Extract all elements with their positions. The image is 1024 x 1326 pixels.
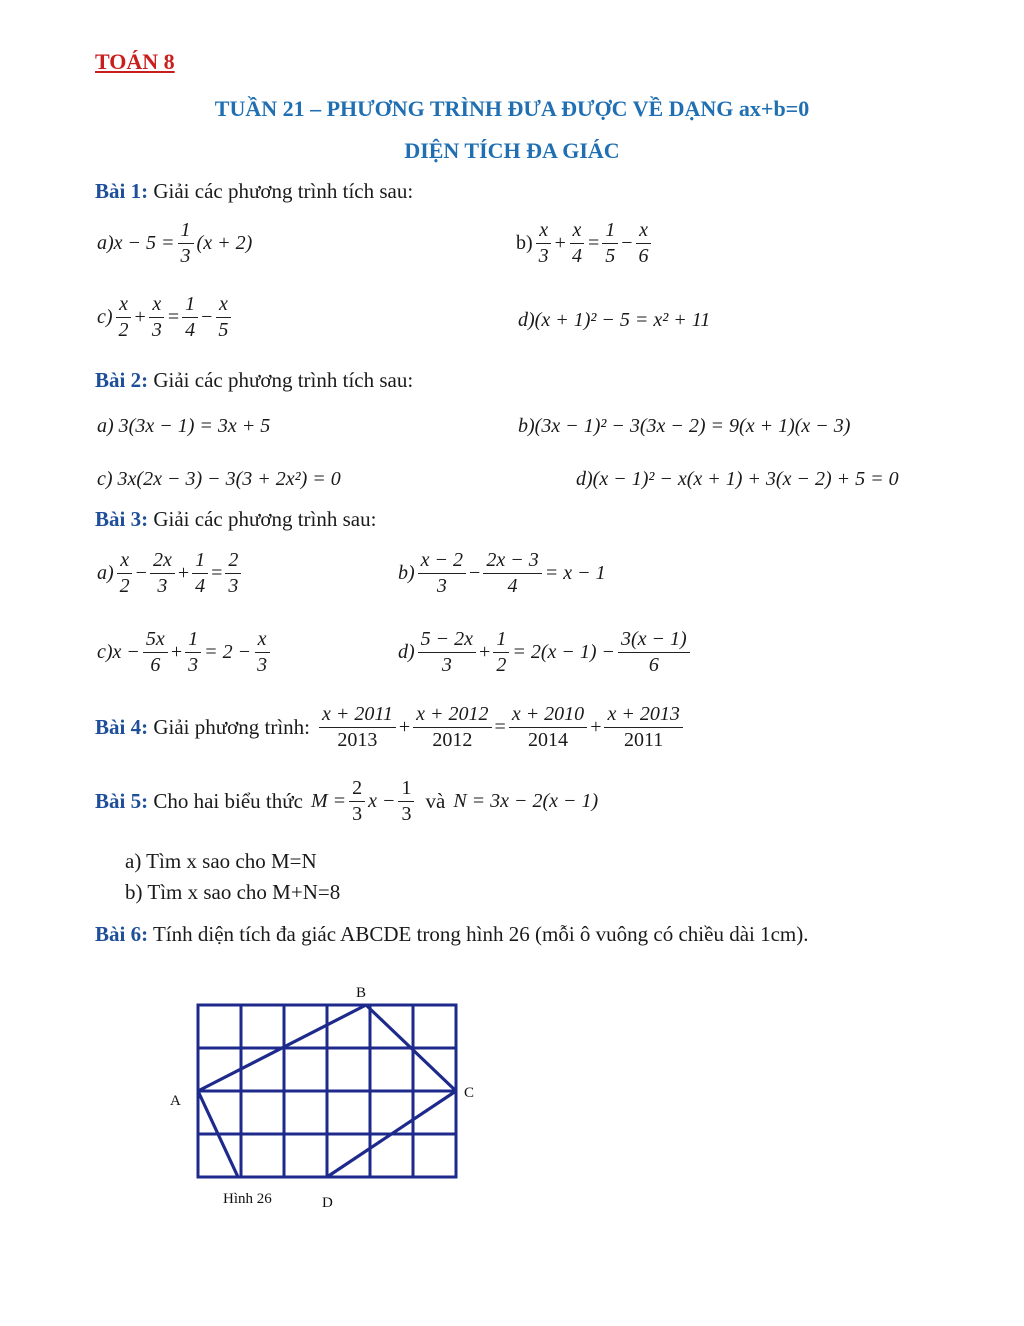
exercise-2d: d)(x − 1)² − x(x + 1) + 3(x − 2) + 5 = 0: [576, 468, 899, 490]
exercise-5: Bài 5: Cho hai biểu thức M = $\frac{2}{3}$ x − $\frac{1}{3}$ và N = 3x − 2(x − 1): [95, 777, 599, 825]
exercise-2-heading: [95, 368, 413, 393]
exercise-2a: a) 3(3x − 1) = 3x + 5: [97, 415, 271, 437]
point-label-c: C: [464, 1085, 475, 1101]
exercise-5-text: Cho hai biểu thức: [153, 789, 303, 813]
exercise-2-text: Giải các phương trình tích sau:: [153, 368, 414, 392]
exercise-6-label: Bài 6:: [95, 922, 149, 946]
exercise-5-item-a: a) Tìm x sao cho M=N: [125, 849, 317, 873]
subject-label: TOÁN 8: [95, 49, 175, 74]
exercise-4-text: Giải phương trình:: [153, 715, 310, 739]
exercise-3d: d) $\frac{5 - 2x}{3}$ + $\frac{1}{2}$ = 2(x − 1) − $\frac{3(x - 1)}{6}$: [398, 627, 693, 678]
exercise-1-label: Bài 1:: [95, 179, 149, 203]
eq-part: (x + 2): [196, 232, 253, 254]
point-label-b: B: [356, 985, 367, 1001]
exercise-1a: [97, 218, 252, 269]
eq-part: a)x − 5 =: [97, 232, 175, 254]
exercise-3b: b) $\frac{x - 2}{3}$ − $\frac{2x - 3}{4}$ = x − 1: [398, 549, 606, 597]
exercise-6-heading: [95, 922, 809, 947]
exercise-1-heading: [95, 179, 413, 204]
point-label-d: D: [322, 1195, 333, 1211]
page-title: TUẦN 21 – PHƯƠNG TRÌNH ĐƯA ĐƯỢC VỀ DẠNG ax+b=0: [214, 96, 810, 121]
exercise-4-label: Bài 4:: [95, 715, 149, 739]
exercise-1c: c) $\frac{x}{2}$ + $\frac{x}{3}$ = $\frac{1}{4}$ − $\frac{x}{5}$: [97, 292, 234, 343]
exercise-4: Bài 4: Giải phương trình: $\frac{x + 2011}{2013}$ + $\frac{x + 2012}{2012}$ = $\frac{x + 2010}{2014}$ + $\frac{x + 2013}{2011}$: [95, 702, 686, 753]
exercise-3c: c)x − $\frac{5x}{6}$ + $\frac{1}{3}$ = 2 − $\frac{x}{3}$: [97, 627, 273, 678]
exercise-3-text: Giải các phương trình sau:: [153, 507, 377, 531]
figure-26: [160, 975, 500, 1215]
grid: [198, 1005, 456, 1177]
point-label-a: A: [170, 1093, 181, 1109]
exercise-2b: b)(3x − 1)² − 3(3x − 2) = 9(x + 1)(x − 3): [518, 415, 851, 437]
exercise-1-text: Giải các phương trình tích sau:: [153, 179, 414, 203]
exercise-6-text: Tính diện tích đa giác ABCDE trong hình 26 (mỗi ô vuông có chiều dài 1cm).: [152, 922, 809, 946]
page-subtitle: DIỆN TÍCH ĐA GIÁC: [404, 138, 620, 163]
exercise-1d: d)(x + 1)² − 5 = x² + 11: [518, 309, 711, 331]
fraction: $\frac{1}{3}$: [178, 218, 194, 269]
figure-caption: Hình 26: [223, 1191, 272, 1207]
exercise-3-label: Bài 3:: [95, 507, 149, 531]
exercise-3a: a) $\frac{x}{2}$ − $\frac{2x}{3}$ + $\frac{1}{4}$ = $\frac{2}{3}$: [97, 548, 244, 599]
exercise-5-item-b: b) Tìm x sao cho M+N=8: [125, 880, 341, 904]
exercise-5-label: Bài 5:: [95, 789, 149, 813]
exercise-3-heading: [95, 507, 376, 532]
exercise-2-label: Bài 2:: [95, 368, 149, 392]
exercise-2c: c) 3x(2x − 3) − 3(3 + 2x²) = 0: [97, 468, 341, 490]
exercise-1b: b) $\frac{x}{3}$ + $\frac{x}{4}$ = $\frac{1}{5}$ − $\frac{x}{6}$: [516, 218, 655, 269]
